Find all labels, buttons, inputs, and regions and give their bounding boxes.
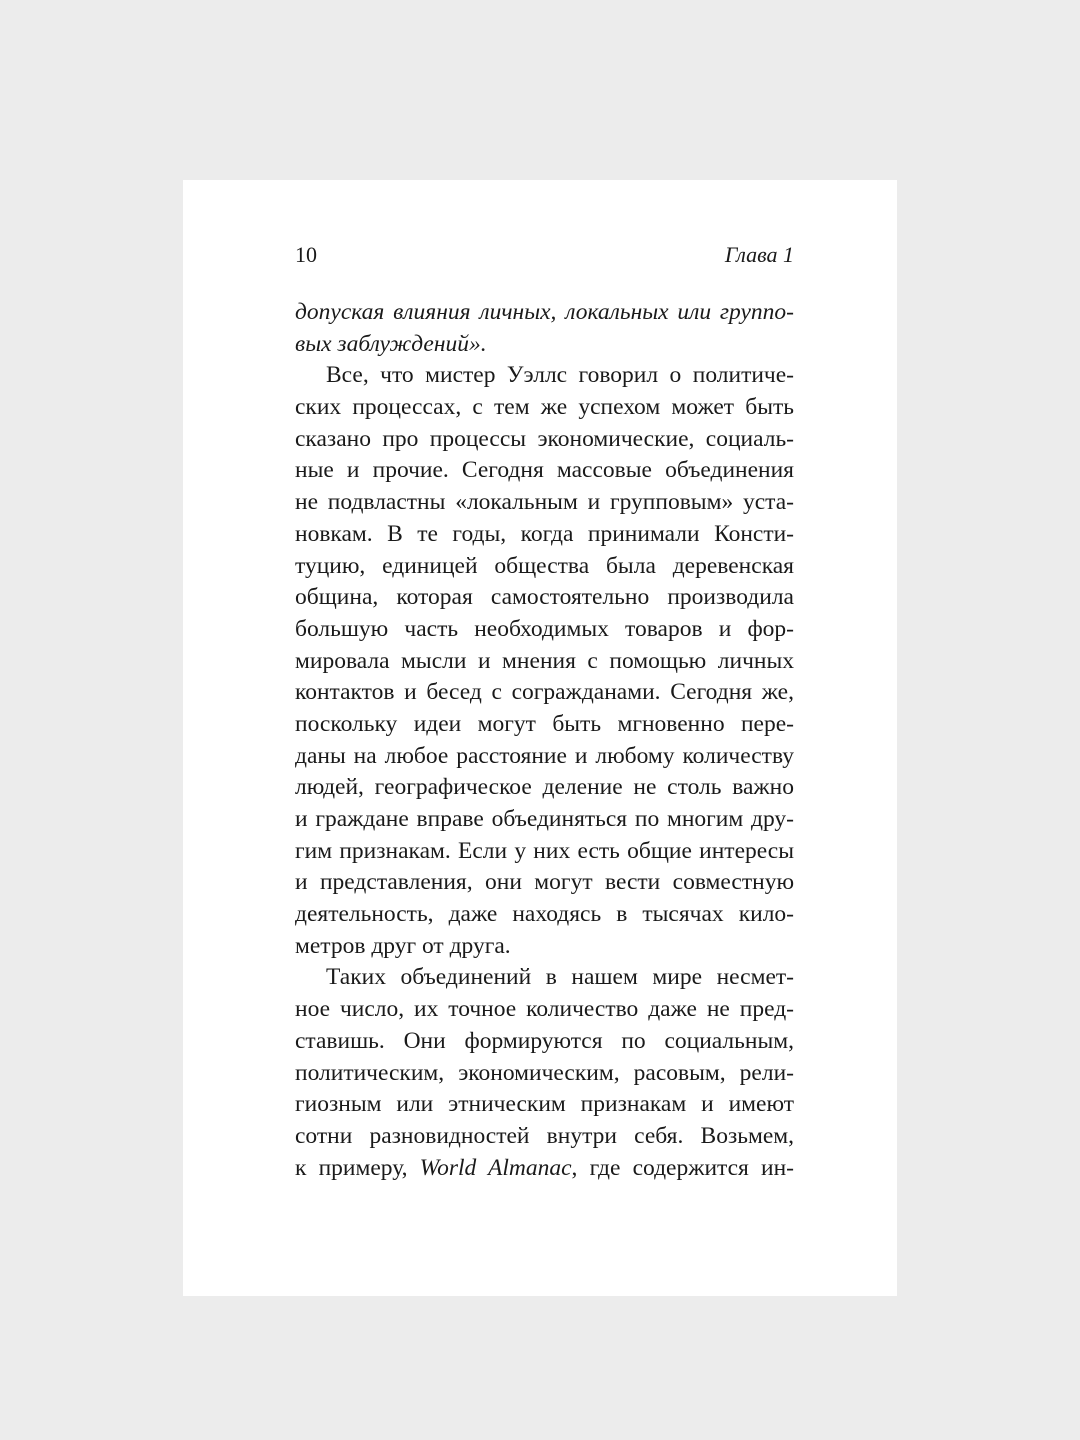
paragraph [295,962,794,1184]
text-line: людей, географическое деление не столь важно [295,774,794,801]
italic-title: World Almanac [419,1154,572,1181]
text-line: ских процессах, с тем же успехом может быть [295,394,794,421]
text-line: гим признакам. Если у них есть общие интересы [295,837,794,864]
text-line: метров друг от друга. [295,932,511,959]
running-header [295,242,794,272]
text-line: не подвластны «локальным и групповым» уста- [295,489,794,516]
text-line: допуская влияния личных, локальных или группо- [295,299,794,325]
paragraph [295,297,794,360]
text-line: новкам. В те годы, когда принимали Консти- [295,520,794,547]
text-line: и представления, они могут вести совместную [295,869,794,896]
text-line: ставишь. Они формируются по социальным, [295,1027,794,1054]
text-line: и граждане вправе объединяться по многим дру- [295,806,794,832]
text-line: сотни разновидностей внутри себя. Возьмем, [295,1122,794,1149]
text-fragment: , где содержится ин- [571,1154,794,1181]
text-line: мировала мысли и мнения с помощью личных [295,647,794,674]
text-line: ное число, их точное количество даже не пред- [295,996,794,1023]
text-line: ные и прочие. Сегодня массовые объединения [295,457,794,484]
book-page [183,180,897,1296]
text-line: сказано про процессы экономические, социаль- [295,425,794,452]
text-line [295,1153,794,1185]
chapter-title: Глава 1 [724,242,794,267]
text-line: Таких объединений в нашем мире несмет- [326,964,794,991]
body-text [295,297,794,1184]
text-line: большую часть необходимых товаров и фор- [295,615,794,642]
text-line: деятельность, даже находясь в тысячах кило- [295,901,794,928]
text-line: политическим, экономическим, расовым, рели- [295,1059,794,1086]
text-fragment: к примеру, [295,1154,420,1181]
text-line: община, которая самостоятельно производила [295,584,794,611]
text-line: гиозным или этническим признакам и имеют [295,1091,794,1118]
text-line: вых заблуждений». [295,330,487,357]
text-line: Все, что мистер Уэллс говорил о политиче- [326,362,794,389]
page-number: 10 [295,242,317,267]
text-line: даны на любое расстояние и любому количеству [295,742,794,769]
text-line: поскольку идеи могут быть мгновенно пере- [295,710,794,737]
text-line: контактов и бесед с согражданами. Сегодня же, [295,679,794,706]
text-line: туцию, единицей общества была деревенская [295,552,794,579]
paragraph [295,360,794,962]
